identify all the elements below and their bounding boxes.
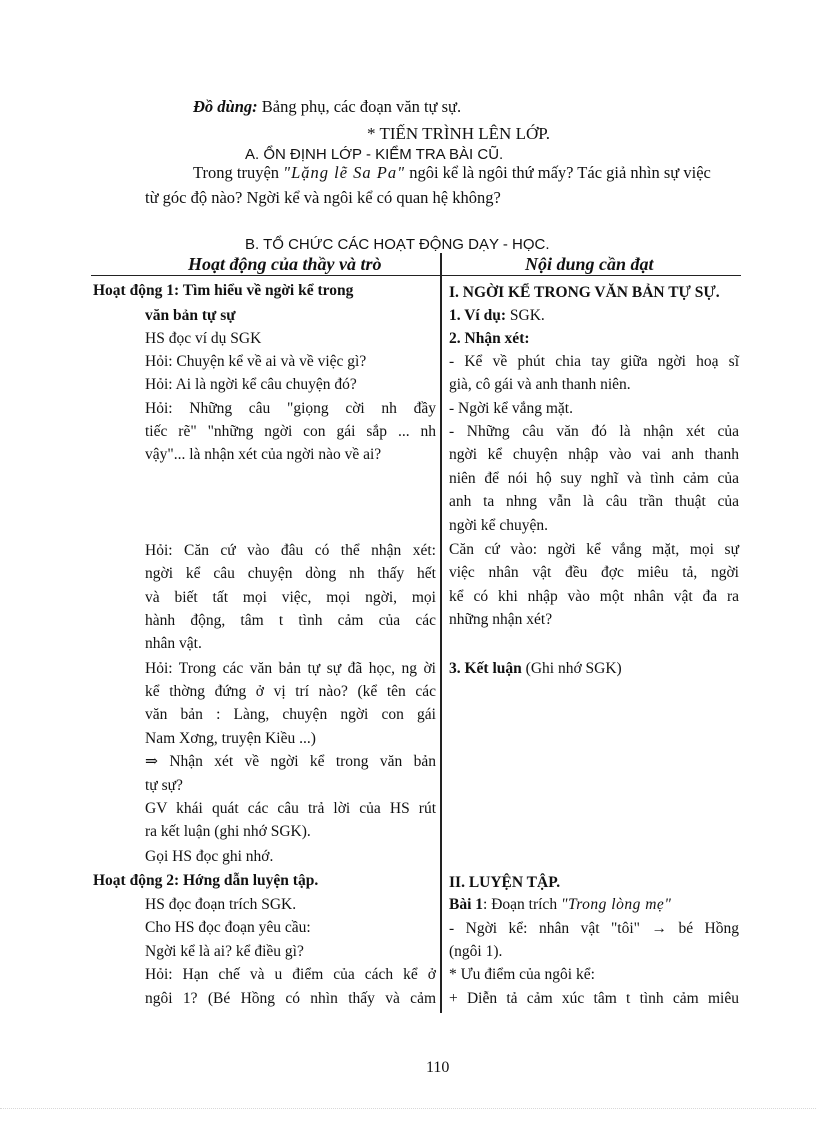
left-row: GV khái quát các câu trả lời của HS rút: [145, 800, 436, 817]
right-row: Căn cứ vào: ngời kể vắng mặt, mọi sự: [449, 541, 739, 558]
right-row: việc nhân vật đều đợc miêu tả, ngời: [449, 564, 739, 581]
left-row: HS đọc ví dụ SGK: [145, 330, 262, 347]
left-row: vậy"... là nhận xét của ngời nào về ai?: [145, 446, 382, 463]
left-row: Cho HS đọc đoạn yêu cầu:: [145, 919, 311, 936]
right-row: ngời kể chuyện nhập vào vai anh thanh: [449, 446, 739, 463]
table-top-rule: [91, 275, 741, 276]
left-row: Hoạt động 2: Hớng dẫn luyện tập.: [93, 872, 319, 889]
right-row: + Diễn tả cảm xúc tâm t tình cảm miêu: [449, 990, 739, 1007]
right-row: (ngôi 1).: [449, 943, 503, 960]
left-row: Hỏi: Trong các văn bản tự sự đã học, ng ời: [145, 660, 436, 677]
left-row: Hoạt động 1: Tìm hiểu về ngời kể trong: [93, 282, 354, 299]
right-row: [449, 304, 739, 328]
left-column-header: Hoạt động của thầy và trò: [188, 254, 382, 274]
exercise-text: : Đoạn trích: [483, 896, 561, 913]
right-row: già, cô gái và anh thanh niên.: [449, 376, 631, 393]
right-row: - Ngời kể vắng mặt.: [449, 400, 573, 417]
question-line-2: từ góc độ nào? Ngời kể và ngôi kể có quan hệ không?: [145, 188, 501, 207]
page-bottom-border: [0, 1108, 816, 1109]
question-text-pre: Trong truyện: [193, 163, 280, 182]
excerpt-title: "Trong lòng mẹ": [560, 896, 672, 913]
left-row: Hỏi: Hạn chế và u điểm của cách kể ở: [145, 966, 436, 983]
right-row: I. NGỜI KỂ TRONG VĂN BẢN TỰ SỰ.: [449, 284, 720, 301]
right-row: [449, 657, 739, 681]
left-row: Ngời kể là ai? kể điều gì?: [145, 943, 304, 960]
section-a-heading: A. ỔN ĐỊNH LỚP - KIỂM TRA BÀI CŨ.: [245, 146, 504, 163]
left-row: và biết tất mọi việc, mọi ngời, mọi: [145, 589, 436, 606]
section-b-heading: B. TỔ CHỨC CÁC HOẠT ĐỘNG DẠY - HỌC.: [245, 236, 550, 253]
right-row-text: (Ghi nhớ SGK): [521, 660, 622, 677]
left-row: tiếc rẽ" "những ngời con gái sắp ... nh: [145, 423, 436, 440]
left-row: Gọi HS đọc ghi nhớ.: [145, 848, 274, 865]
right-row: anh ta nhng vẫn là câu trần thuật của: [449, 493, 739, 510]
left-row: ⇒ Nhận xét về ngời kể trong văn bản: [145, 753, 436, 770]
tien-trinh-heading: * TIẾN TRÌNH LÊN LỚP.: [367, 124, 551, 143]
right-row-label: 3. Kết luận: [449, 660, 522, 677]
story-title: "Lặng lẽ Sa Pa": [283, 163, 406, 182]
right-row: II. LUYỆN TẬP.: [449, 874, 561, 891]
left-row: ra kết luận (ghi nhớ SGK).: [145, 823, 311, 840]
right-row: - Ngời kể: nhân vật "tôi" → bé Hồng: [449, 920, 739, 937]
right-row: 2. Nhận xét:: [449, 330, 530, 347]
right-row: [449, 893, 739, 917]
left-row: Hỏi: Những câu "giọng cời nh đầy: [145, 400, 436, 417]
left-row: hành động, tâm t tình cảm của các: [145, 612, 436, 629]
left-row: Hỏi: Căn cứ vào đâu có thể nhận xét:: [145, 542, 436, 559]
left-row: HS đọc đoạn trích SGK.: [145, 896, 297, 913]
right-row: - Kể về phút chia tay giữa ngời hoạ sĩ: [449, 353, 739, 370]
right-row: * Ưu điểm của ngôi kể:: [449, 966, 595, 983]
right-row-label: 1. Ví dụ:: [449, 307, 506, 324]
materials-label: Đồ dùng:: [193, 97, 258, 116]
right-row-text: SGK.: [506, 307, 545, 324]
right-row: kể có khi nhập vào một nhân vật đa ra: [449, 588, 739, 605]
left-row: Hỏi: Chuyện kể về ai và về việc gì?: [145, 353, 367, 370]
left-row: văn bản : Làng, chuyện ngời con gái: [145, 706, 436, 723]
left-row: tự sự?: [145, 777, 183, 794]
right-row: - Những câu văn đó là nhận xét của: [449, 423, 739, 440]
materials-line: [193, 97, 461, 117]
materials-text: Bảng phụ, các đoạn văn tự sự.: [261, 97, 462, 116]
exercise-label: Bài 1: [449, 896, 484, 913]
right-row: niên để nói hộ suy nghĩ và tình cảm của: [449, 470, 739, 487]
question-line-1: [193, 163, 711, 183]
right-row: ngời kể chuyện.: [449, 517, 549, 534]
left-row: Nam Xơng, truyện Kiều ...): [145, 730, 316, 747]
left-row: kể thờng đứng ở vị trí nào? (kể tên các: [145, 683, 436, 700]
right-column-header: Nội dung cần đạt: [525, 254, 654, 274]
left-row: ngôi 1? (Bé Hồng có nhìn thấy và cảm: [145, 990, 436, 1007]
page-number: 110: [426, 1059, 450, 1076]
left-row: ngời kể câu chuyện dòng nh thấy hết: [145, 565, 436, 582]
right-row: những nhận xét?: [449, 611, 553, 628]
question-text-post: ngôi kể là ngôi thứ mấy? Tác giả nhìn sự việc: [409, 163, 711, 182]
left-row: Hỏi: Ai là ngời kể câu chuyện đó?: [145, 376, 357, 393]
left-row: nhân vật.: [145, 635, 202, 652]
left-row: văn bản tự sự: [145, 307, 236, 324]
